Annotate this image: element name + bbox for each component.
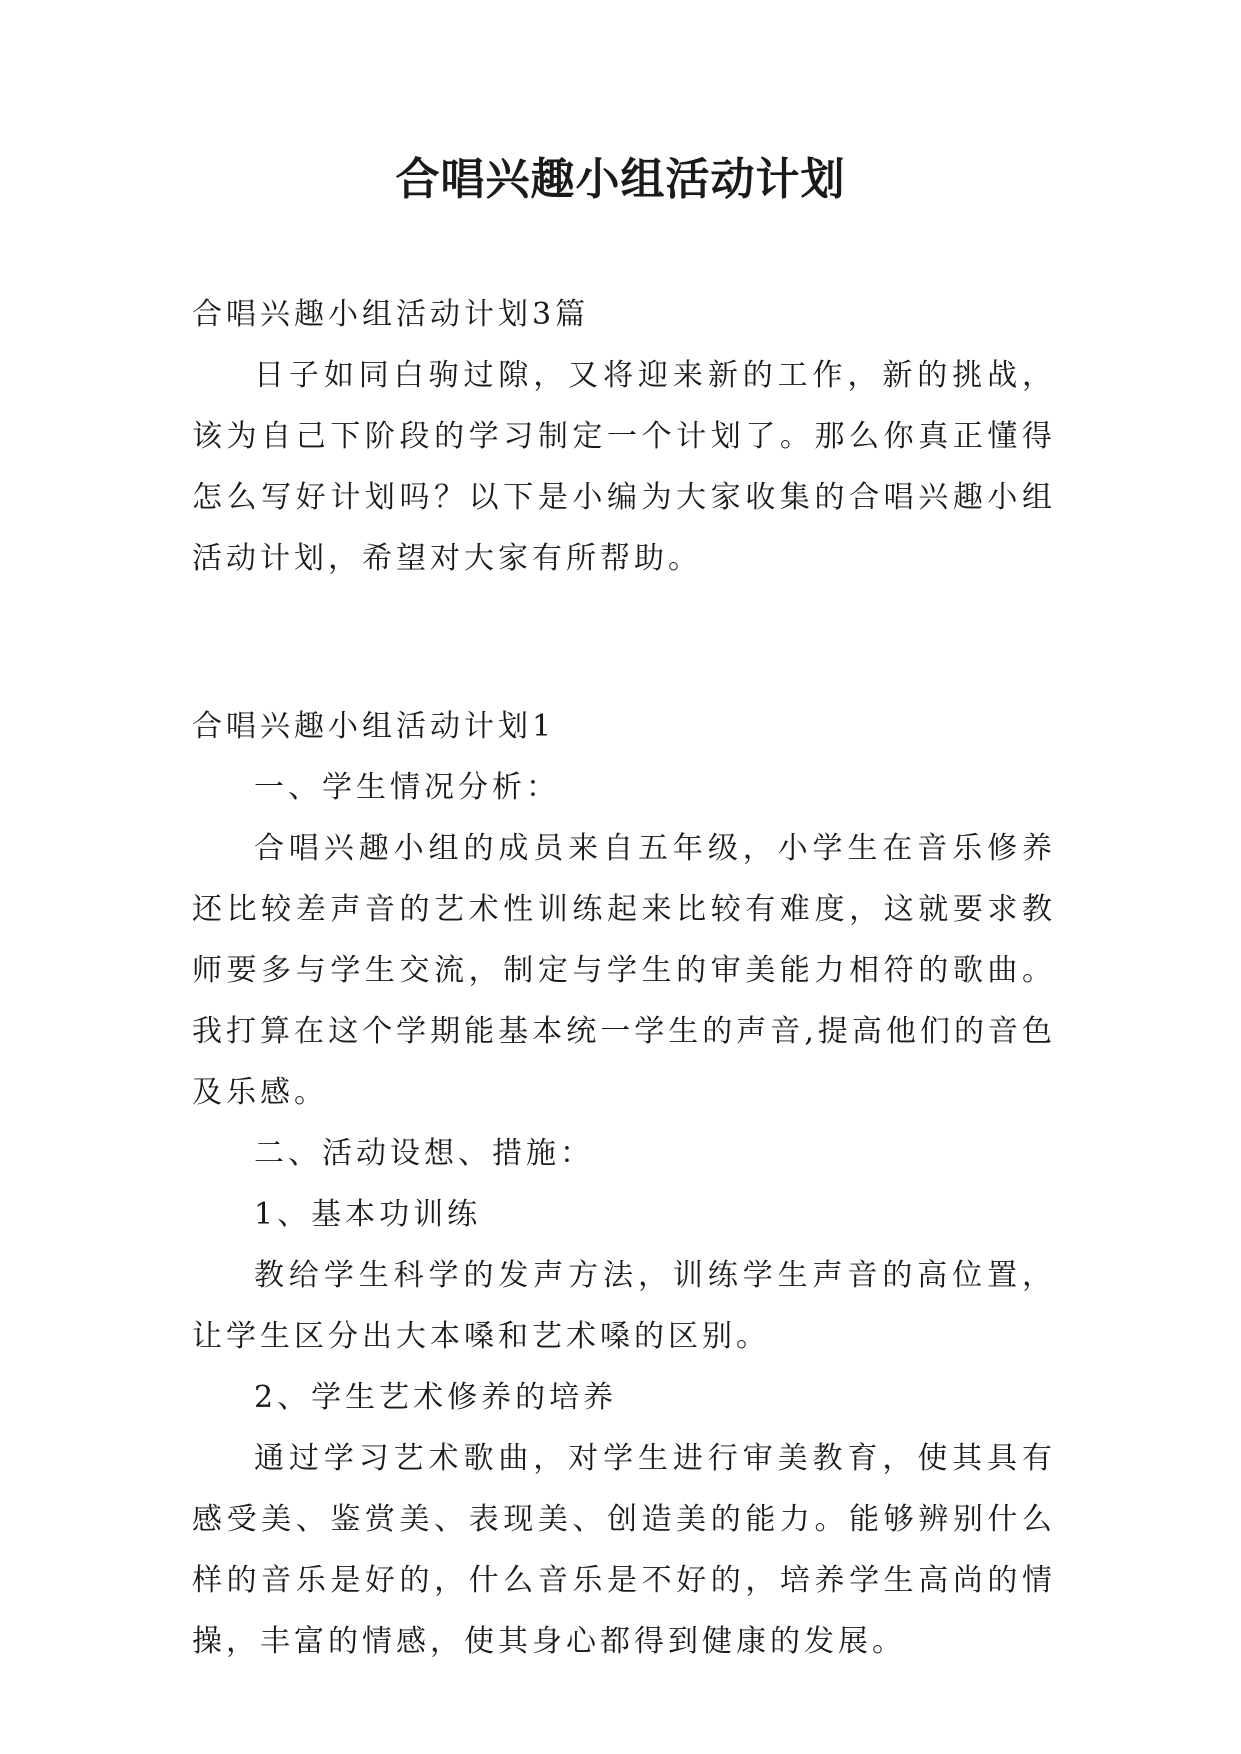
part2-title: 二、活动设想、措施： <box>254 1136 594 1171</box>
intro-heading: 合唱兴趣小组活动计划3篇 <box>192 297 590 332</box>
section-heading: 合唱兴趣小组活动计划1 <box>192 709 556 744</box>
part1-title: 一、学生情况分析： <box>254 770 560 805</box>
intro-section <box>192 284 1056 589</box>
document-title: 合唱兴趣小组活动计划 <box>395 154 846 205</box>
item2-title: 2、学生艺术修养的培养 <box>254 1380 618 1415</box>
part1-paragraph: 合唱兴趣小组的成员来自五年级，小学生在音乐修养还比较差声音的艺术性训练起来比较有难度，这就要求教师要多与学生交流，制定与学生的审美能力相符的歌曲。我打算在这个学期能基本统一学生的声音,提高他们的音色及乐感。 <box>192 831 1056 1110</box>
plan-section-1 <box>192 696 1056 1672</box>
item2-paragraph: 通过学习艺术歌曲，对学生进行审美教育，使其具有感受美、鉴赏美、表现美、创造美的能力。能够辨别什么样的音乐是好的，什么音乐是不好的，培养学生高尚的情操，丰富的情感，使其身心都得到健康的发展。 <box>192 1441 1056 1659</box>
intro-paragraph: 日子如同白驹过隙，又将迎来新的工作，新的挑战，该为自己下阶段的学习制定一个计划了。那么你真正懂得怎么写好计划吗？以下是小编为大家收集的合唱兴趣小组活动计划，希望对大家有所帮助。 <box>192 358 1056 576</box>
item1-title: 1、基本功训练 <box>254 1197 482 1232</box>
item1-paragraph: 教给学生科学的发声方法，训练学生声音的高位置，让学生区分出大本嗓和艺术嗓的区别。 <box>192 1258 1056 1354</box>
